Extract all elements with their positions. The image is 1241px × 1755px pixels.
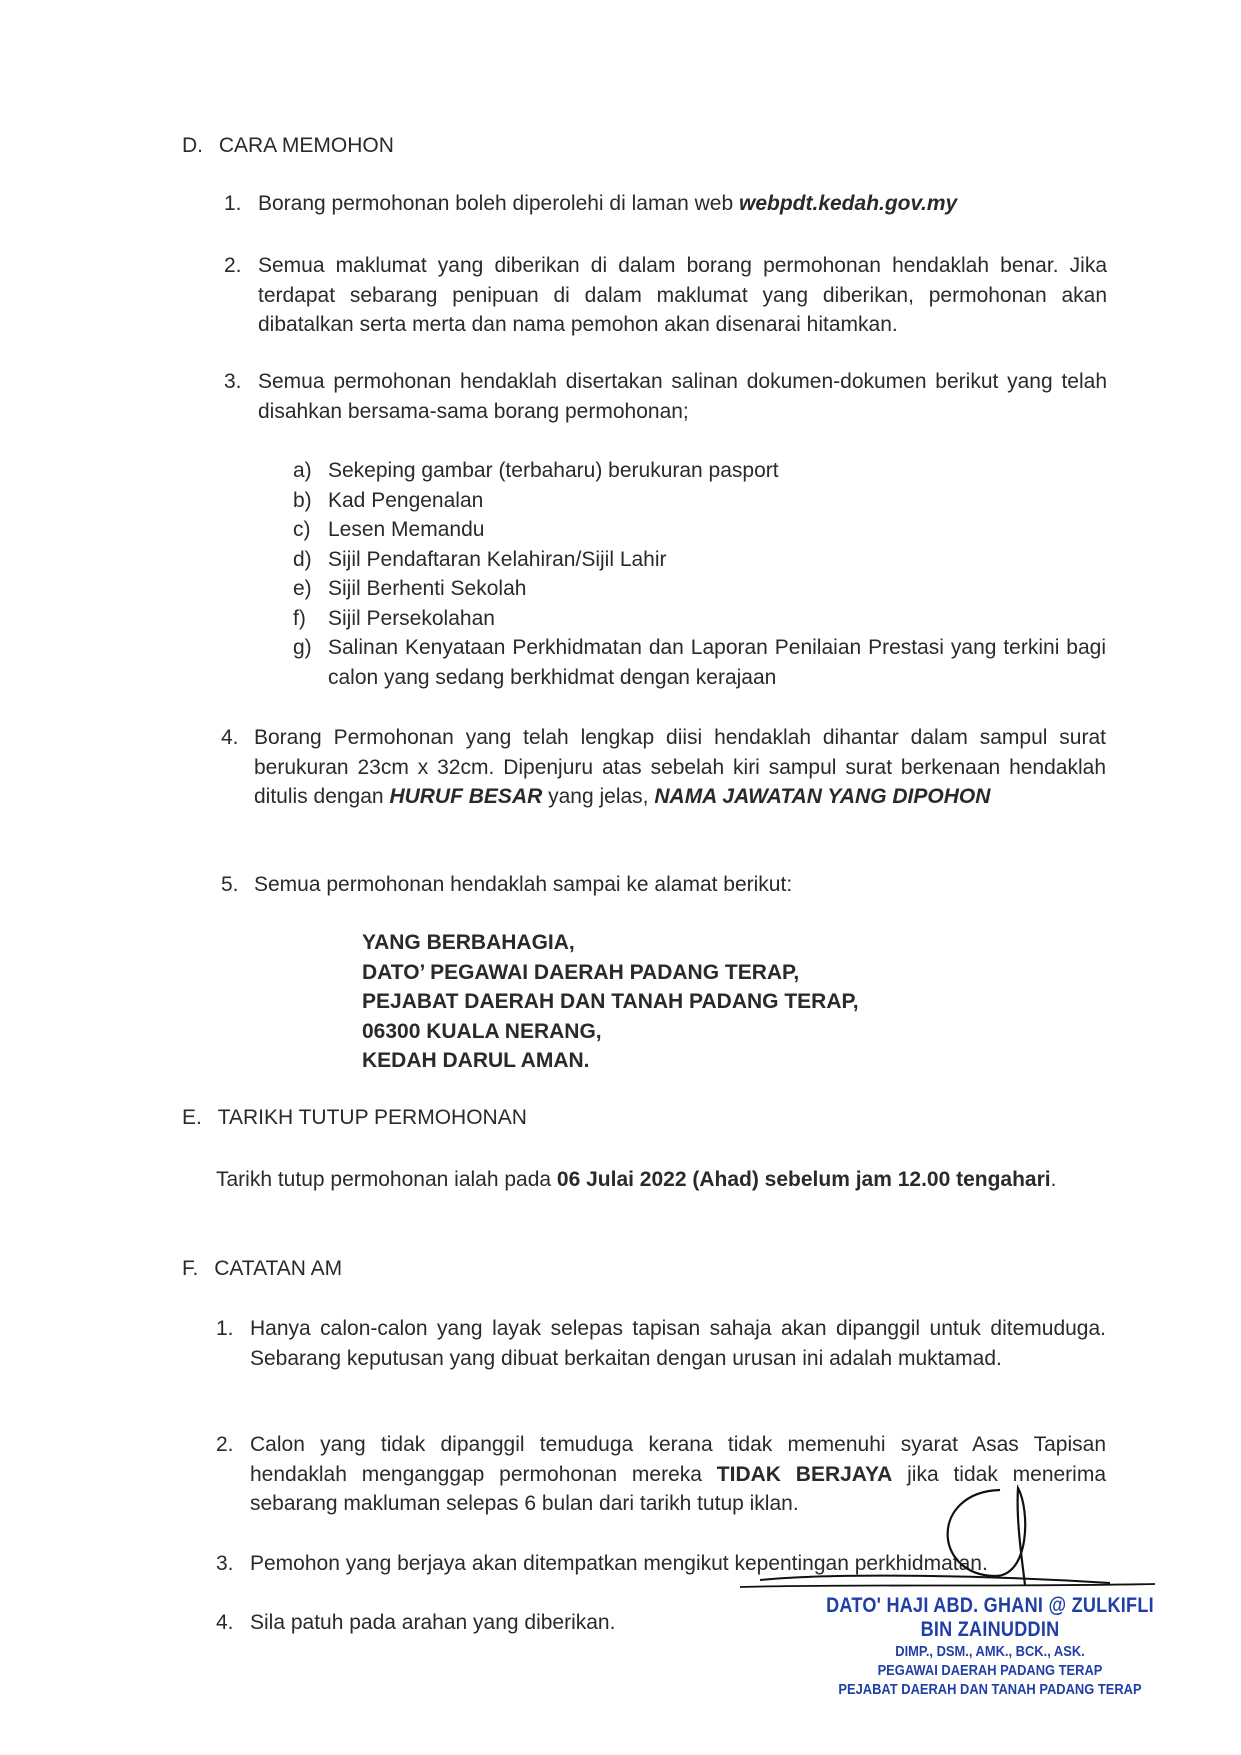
document-item — [293, 515, 1113, 545]
document-letter: g) — [293, 636, 312, 659]
f-item-2-bold: TIDAK BERJAYA — [716, 1462, 893, 1486]
stamp-position: PEGAWAI DAERAH PADANG TERAP — [877, 1662, 1103, 1679]
f-item-3-text: Pemohon yang berjaya akan ditempatkan mengikut kepentingan perkhidmatan. — [250, 1552, 988, 1575]
d-item-4-bold-a: HURUF BESAR — [389, 785, 543, 808]
document-letter: f) — [293, 606, 306, 630]
closing-date-value: 06 Julai 2022 (Ahad) sebelum jam 12.00 tengahari — [556, 1168, 1051, 1191]
f-item-2-text-b: jika tidak menerima sebarang makluman selepas 6 bulan dari tarikh tutup iklan. — [250, 1462, 1107, 1515]
address-line: 06300 KUALA NERANG, — [362, 1019, 602, 1043]
closing-date-text-a: Tarikh tutup permohonan ialah pada — [216, 1168, 557, 1191]
d-item-3-text: Semua permohonan hendaklah disertakan salinan dokumen-dokumen berikut yang telah disahkan bersama-sama borang permohonan; — [258, 370, 1107, 423]
document-letter: d) — [293, 547, 312, 571]
document-item — [293, 486, 1113, 516]
document-letter: e) — [293, 577, 312, 600]
d-item-1 — [258, 189, 1108, 219]
document-text: Sijil Pendaftaran Kelahiran/Sijil Lahir — [328, 547, 667, 571]
document-list — [293, 456, 1113, 692]
d-item-5-text: Semua permohonan hendaklah sampai ke alamat berikut: — [254, 873, 793, 896]
section-d-heading — [182, 131, 394, 160]
website-link[interactable]: webpdt.kedah.gov.my — [739, 192, 958, 215]
document-text: Lesen Memandu — [328, 518, 485, 541]
section-f-heading — [182, 1254, 342, 1283]
stamp-office: PEJABAT DAERAH DAN TANAH PADANG TERAP — [838, 1681, 1142, 1698]
document-text: Salinan Kenyataan Perkhidmatan dan Laporan Penilaian Prestasi yang terkini bagi calon yang sedang berkhidmat dengan kerajaan — [328, 636, 1106, 689]
address-line: KEDAH DARUL AMAN. — [362, 1049, 590, 1072]
document-letter: c) — [293, 518, 311, 541]
document-text: Sijil Berhenti Sekolah — [328, 577, 527, 600]
d-item-5-num: 5. — [221, 873, 239, 896]
document-text: Sijil Persekolahan — [328, 606, 495, 630]
document-item — [293, 456, 1113, 486]
d-item-4-text-b: yang jelas, — [542, 785, 655, 808]
signature-image — [700, 1480, 1160, 1600]
section-f-letter: F. — [182, 1257, 199, 1280]
d-item-1-text: Borang permohonan boleh diperolehi di laman web — [258, 192, 739, 215]
document-text: Kad Pengenalan — [328, 488, 484, 512]
document-letter: a) — [293, 459, 312, 482]
document-item — [293, 545, 1113, 575]
d-item-3-num: 3. — [224, 370, 242, 393]
f-item-3-num: 3. — [216, 1552, 234, 1575]
d-item-4 — [254, 723, 1106, 812]
address-line: DATO’ PEGAWAI DAERAH PADANG TERAP, — [362, 960, 800, 984]
section-e-title: TARIKH TUTUP PERMOHONAN — [217, 1106, 527, 1129]
f-item-2-num: 2. — [216, 1433, 234, 1456]
stamp-name: DATO' HAJI ABD. GHANI @ ZULKIFLI BIN ZAINUDDIN — [826, 1594, 1154, 1641]
d-item-2-text: Semua maklumat yang diberikan di dalam borang permohonan hendaklah benar. Jika terdapat sebarang penipuan di dalam maklumat yang diberikan, permohonan akan dibatalkan serta merta dan nama pemohon akan disenarai hitamkan. — [258, 254, 1107, 336]
address-line: PEJABAT DAERAH DAN TANAH PADANG TERAP, — [362, 990, 859, 1013]
f-item-1-text: Hanya calon-calon yang layak selepas tapisan sahaja akan dipanggil untuk ditemuduga. Sebarang keputusan yang dibuat berkaitan dengan urusan ini adalah muktamad. — [250, 1317, 1106, 1370]
document-letter: b) — [293, 488, 312, 512]
f-item-4-num: 4. — [216, 1611, 234, 1634]
document-item — [293, 574, 1113, 604]
section-e-heading — [182, 1103, 527, 1132]
document-item — [293, 604, 1113, 634]
section-f-title: CATATAN AM — [214, 1257, 343, 1280]
d-item-4-num: 4. — [221, 726, 239, 749]
d-item-4-text-a: Borang Permohonan yang telah lengkap diisi hendaklah dihantar dalam sampul surat berukuran 23cm x 32cm. Dipenjuru atas sebelah kiri sampul surat berkenaan hendaklah ditulis dengan — [254, 726, 1106, 808]
closing-date-text — [216, 1165, 1106, 1195]
f-item-4-text: Sila patuh pada arahan yang diberikan. — [250, 1611, 616, 1634]
document-text: Sekeping gambar (terbaharu) berukuran pasport — [328, 459, 779, 482]
address-block — [362, 928, 1062, 1076]
official-stamp — [818, 1594, 1162, 1699]
f-item-2-text-a: Calon yang tidak dipanggil temuduga kerana tidak memenuhi syarat Asas Tapisan hendaklah menganggap permohonan mereka — [250, 1433, 1106, 1486]
d-item-2-num: 2. — [224, 254, 242, 277]
document-item — [293, 633, 1113, 692]
section-d-letter: D. — [182, 134, 203, 157]
closing-date-text-b: . — [1050, 1168, 1057, 1191]
address-line: YANG BERBAHAGIA, — [362, 931, 575, 954]
section-e-letter: E. — [182, 1106, 202, 1129]
stamp-honours: DIMP., DSM., AMK., BCK., ASK. — [895, 1643, 1085, 1660]
d-item-4-bold-b: NAMA JAWATAN YANG DIPOHON — [654, 785, 991, 808]
f-item-1-num: 1. — [216, 1317, 234, 1340]
section-d-title: CARA MEMOHON — [218, 134, 394, 157]
d-item-1-num: 1. — [224, 192, 242, 215]
